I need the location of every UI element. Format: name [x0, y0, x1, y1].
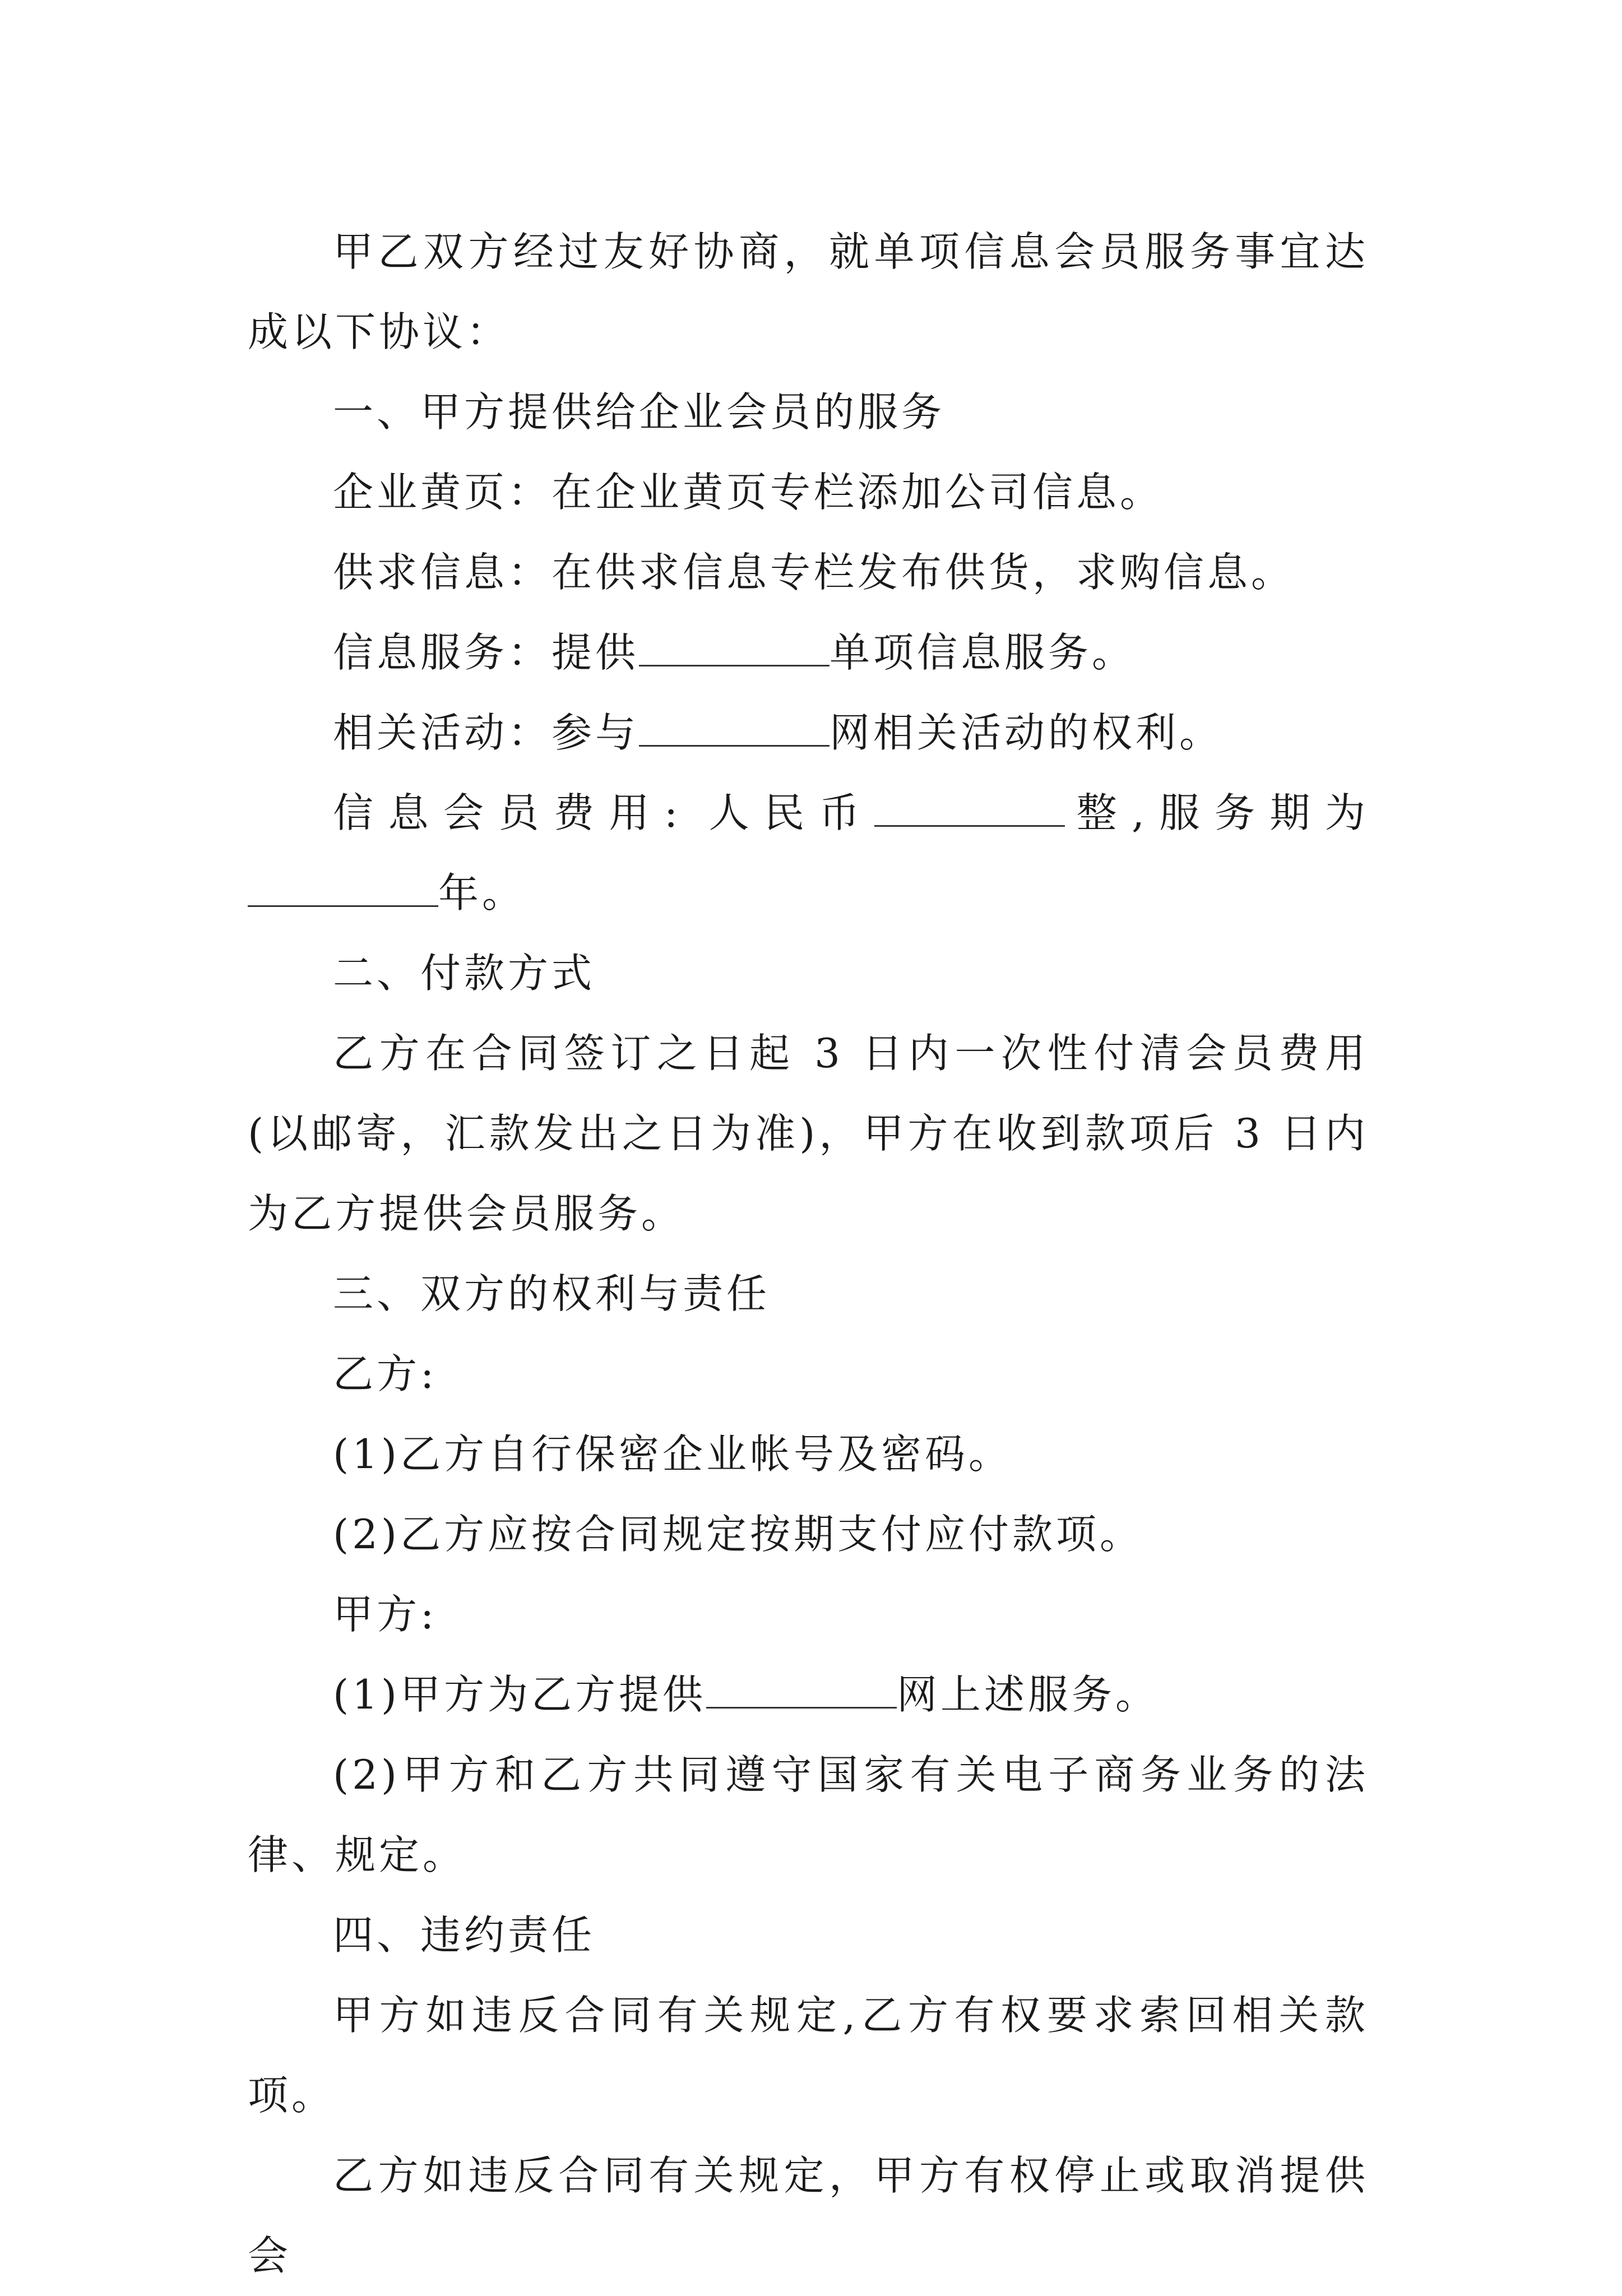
section-4-line-2: 乙方如违反合同有关规定，甲方有权停止或取消提供会: [248, 2152, 1369, 2279]
info-service-suffix: 单项信息服务。: [829, 629, 1136, 676]
party-b-item-1: (1)乙方自行保密企业帐号及密码。: [333, 1431, 1012, 1478]
section-2-body: 乙方在合同签订之日起 3 日内一次性付清会员费用(以邮寄，汇款发出之日为准)，甲方在收到款项后 3 日内为乙方提供会员服务。: [248, 1030, 1369, 1237]
intro-paragraph: 甲乙双方经过友好协商，就单项信息会员服务事宜达成以下协议：: [248, 228, 1369, 355]
blank-line: [639, 632, 829, 666]
section-1-yellow-pages: 企业黄页：在企业黄页专栏添加公司信息。: [333, 469, 1164, 516]
section-4-line-1: 甲方如违反合同有关规定,乙方有权要求索回相关款项。: [248, 1992, 1369, 2119]
activities-suffix: 网相关活动的权利。: [829, 709, 1224, 756]
info-service-prefix: 信息服务：提供: [333, 629, 639, 676]
party-b-item-2: (2)乙方应按合同规定按期支付应付款项。: [333, 1511, 1143, 1558]
blank-line: [874, 793, 1065, 827]
party-a-item-1: [248, 1655, 1369, 1735]
section-1-fee: [248, 773, 1369, 933]
party-a-item-1-suffix: 网上述服务。: [897, 1671, 1160, 1718]
activities-prefix: 相关活动：参与: [333, 709, 639, 756]
blank-line: [706, 1674, 897, 1709]
section-1-title: 一、甲方提供给企业会员的服务: [333, 388, 946, 436]
section-1-activities: [248, 693, 1369, 773]
section-4-title: 四、违约责任: [333, 1911, 596, 1959]
fee-suffix: 年。: [438, 869, 526, 916]
blank-line: [639, 712, 829, 747]
fee-middle: 整,服务期为: [1065, 789, 1369, 836]
blank-line: [248, 873, 438, 907]
document-body: [248, 212, 1369, 2296]
fee-prefix: 信息会员费用: 人民币: [333, 789, 875, 836]
party-a-item-1-prefix: (1)甲方为乙方提供: [333, 1671, 706, 1718]
section-1-info-service: [248, 613, 1369, 693]
section-3-title: 三、双方的权利与责任: [333, 1270, 771, 1317]
section-2-title: 二、付款方式: [333, 950, 596, 997]
party-a-heading: 甲方:: [333, 1591, 438, 1638]
party-a-item-2: (2)甲方和乙方共同遵守国家有关电子商务业务的法律、规定。: [248, 1751, 1369, 1878]
party-b-heading: 乙方:: [333, 1350, 438, 1397]
section-1-supply-info: 供求信息：在供求信息专栏发布供货，求购信息。: [333, 549, 1295, 596]
